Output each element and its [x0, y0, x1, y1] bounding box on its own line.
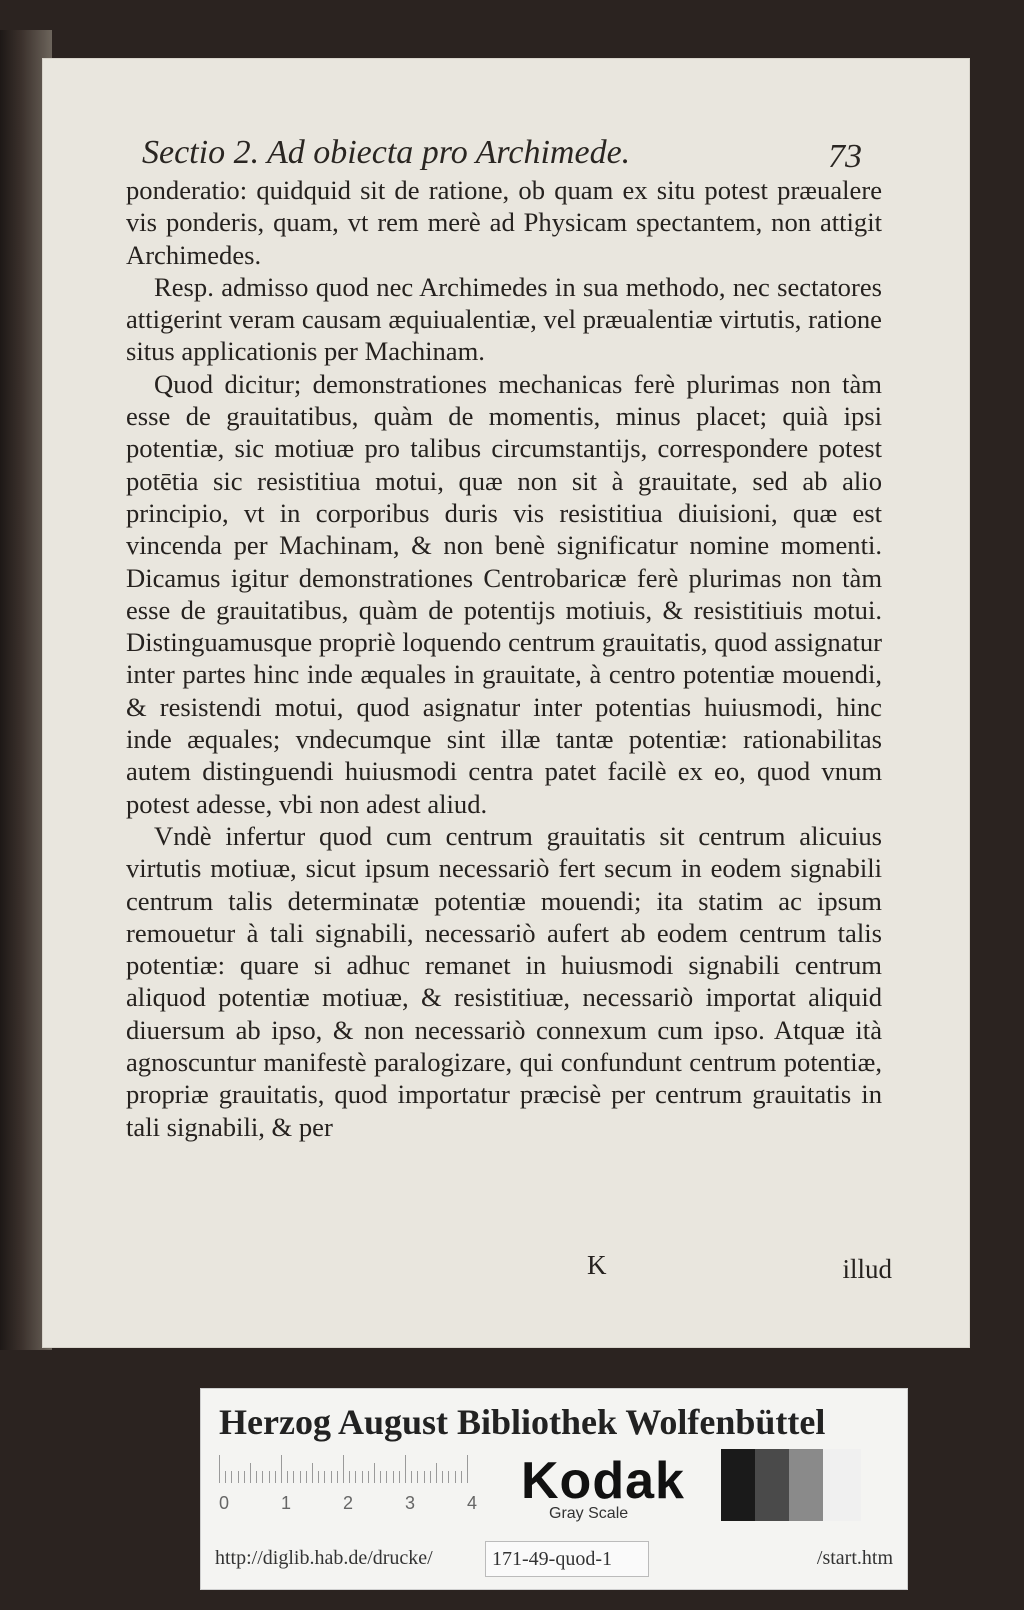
ruler-labels — [219, 1493, 499, 1521]
ruler-tick — [411, 1471, 412, 1483]
ruler-tick — [238, 1471, 239, 1483]
ruler-label-1: 1 — [281, 1493, 292, 1513]
ruler-tick — [256, 1471, 257, 1483]
ruler-scale — [219, 1453, 479, 1483]
ruler-tick — [306, 1471, 307, 1483]
signature-mark: K — [587, 1250, 607, 1280]
swatch-white — [823, 1449, 861, 1521]
ruler-tick — [399, 1471, 400, 1483]
ruler-label-2: 2 — [343, 1493, 354, 1513]
ruler-tick — [281, 1455, 282, 1483]
ruler-tick — [331, 1471, 332, 1483]
url-prefix: http://diglib.hab.de/drucke/ — [215, 1547, 433, 1569]
paragraph-3: Quod dicitur; demonstrationes mechanicas ferè plurimas non tàm esse de grauitatibus, quàm de momentis, minus placet; quià ipsi potentiæ, sic motiuæ pro talibus circumstantijs, correspondere potest potētia sic resistitiua motui, quæ non sit à grauitate, sed ab alio principio, vt in corporibus duris vis resistitiua diuisioni, quæ est vincenda per Machinam, & non benè significatur nomine momenti. Dicamus igitur demonstrationes Centrobaricæ ferè plurimas non tàm esse de grauitatibus, quàm de potentijs motiuis, & resistitiuis motui. Distinguamusque propriè loquendo centrum grauitatis, quod assignatur inter partes hinc inde æquales in grauitate, à centro potentiæ mouendi, & resistendi motui, quod asignatur inter potentias huiusmodi, hinc inde æquales; vndecumque sint illæ tantæ potentiæ: rationabilitas autem distinguendi huiusmodi centra patet facilè ex eo, quod vnum potest adesse, vbi non adest aliud. — [126, 368, 882, 819]
swatch-dark — [755, 1449, 789, 1521]
ruler-tick — [231, 1471, 232, 1483]
ruler-tick — [455, 1471, 456, 1483]
ruler-tick — [244, 1471, 245, 1483]
catchword: illud — [842, 1254, 892, 1284]
ruler-tick — [442, 1471, 443, 1483]
url-code: 171-49-quod-1 — [485, 1541, 649, 1577]
ruler-tick — [312, 1463, 313, 1483]
ruler-tick — [368, 1471, 369, 1483]
ruler-tick — [461, 1471, 462, 1483]
ruler-tick — [362, 1471, 363, 1483]
ruler-tick — [436, 1463, 437, 1483]
kodak-logo: Kodak — [521, 1452, 685, 1510]
ruler-tick — [448, 1471, 449, 1483]
ruler-tick — [269, 1471, 270, 1483]
ruler-tick — [287, 1471, 288, 1483]
library-name: Herzog August Bibliothek Wolfenbüttel — [219, 1402, 826, 1442]
ruler-tick — [349, 1471, 350, 1483]
ruler-tick — [386, 1471, 387, 1483]
ruler-tick — [219, 1455, 220, 1483]
gray-scale-label: Gray Scale — [549, 1505, 629, 1522]
book-page — [42, 58, 970, 1348]
ruler-tick — [355, 1471, 356, 1483]
running-title: Sectio 2. Ad obiecta pro Archimede. — [142, 134, 631, 171]
swatch-mid — [789, 1449, 823, 1521]
ruler-tick — [380, 1471, 381, 1483]
ruler-tick — [318, 1471, 319, 1483]
paragraph-1: ponderatio: quidquid sit de ratione, ob quam ex situ potest præualere vis ponderis, quam, vt rem merè ad Physicam spectantem, non attigit Archimedes. — [126, 175, 882, 270]
ruler-tick — [337, 1471, 338, 1483]
ruler-tick — [275, 1471, 276, 1483]
ruler-tick — [300, 1471, 301, 1483]
paragraph-4: Vndè infertur quod cum centrum grauitatis sit centrum alicuius virtutis motiuæ, sicut ipsum necessariò fert secum in eodem signabili centrum talis determinatæ potentiæ mouendi; ita statim ac ipsum remouetur à tali signabili, necessariò aufert ab eodem centrum talis potentiæ: quare si adhuc remanet in huiusmodi signabili centrum aliquod potentiæ motiuæ, & resistitiuæ, necessariò importat aliquid diuersum ab ipso, & non necessariò connexum cum ipso. Atquæ ità agnoscuntur manifestè paralogizare, qui confundunt centrum potentiæ, propriæ grauitatis, quod importatur præcisè per centrum grauitatis in tali signabili, & per — [126, 820, 882, 1142]
ruler-tick — [424, 1471, 425, 1483]
ruler-tick — [293, 1471, 294, 1483]
paragraph-2: Resp. admisso quod nec Archimedes in sua methodo, nec sectatores attigerint veram causam æquiualentiæ, vel præualentiæ virtutis, ratione situs applicationis per Machinam. — [126, 271, 882, 367]
ruler-label-0: 0 — [219, 1493, 230, 1513]
ruler-tick — [225, 1471, 226, 1483]
ruler-tick — [393, 1471, 394, 1483]
ruler-tick — [324, 1471, 325, 1483]
ruler-label-3: 3 — [405, 1493, 416, 1513]
gray-swatches — [721, 1449, 861, 1521]
scan-target-card — [200, 1388, 908, 1590]
page-footer — [132, 1250, 892, 1290]
body-text — [126, 174, 882, 1143]
ruler-label-4: 4 — [467, 1493, 478, 1513]
ruler-tick — [343, 1455, 344, 1483]
ruler-tick — [467, 1455, 468, 1483]
ruler-tick — [430, 1471, 431, 1483]
running-head — [142, 128, 862, 178]
ruler-tick — [374, 1463, 375, 1483]
swatch-black — [721, 1449, 755, 1521]
ruler-tick — [262, 1471, 263, 1483]
ruler-tick — [417, 1471, 418, 1483]
url-suffix: /start.htm — [816, 1547, 893, 1569]
ruler-tick — [250, 1463, 251, 1483]
ruler-tick — [405, 1455, 406, 1483]
page-number: 73 — [828, 138, 862, 175]
